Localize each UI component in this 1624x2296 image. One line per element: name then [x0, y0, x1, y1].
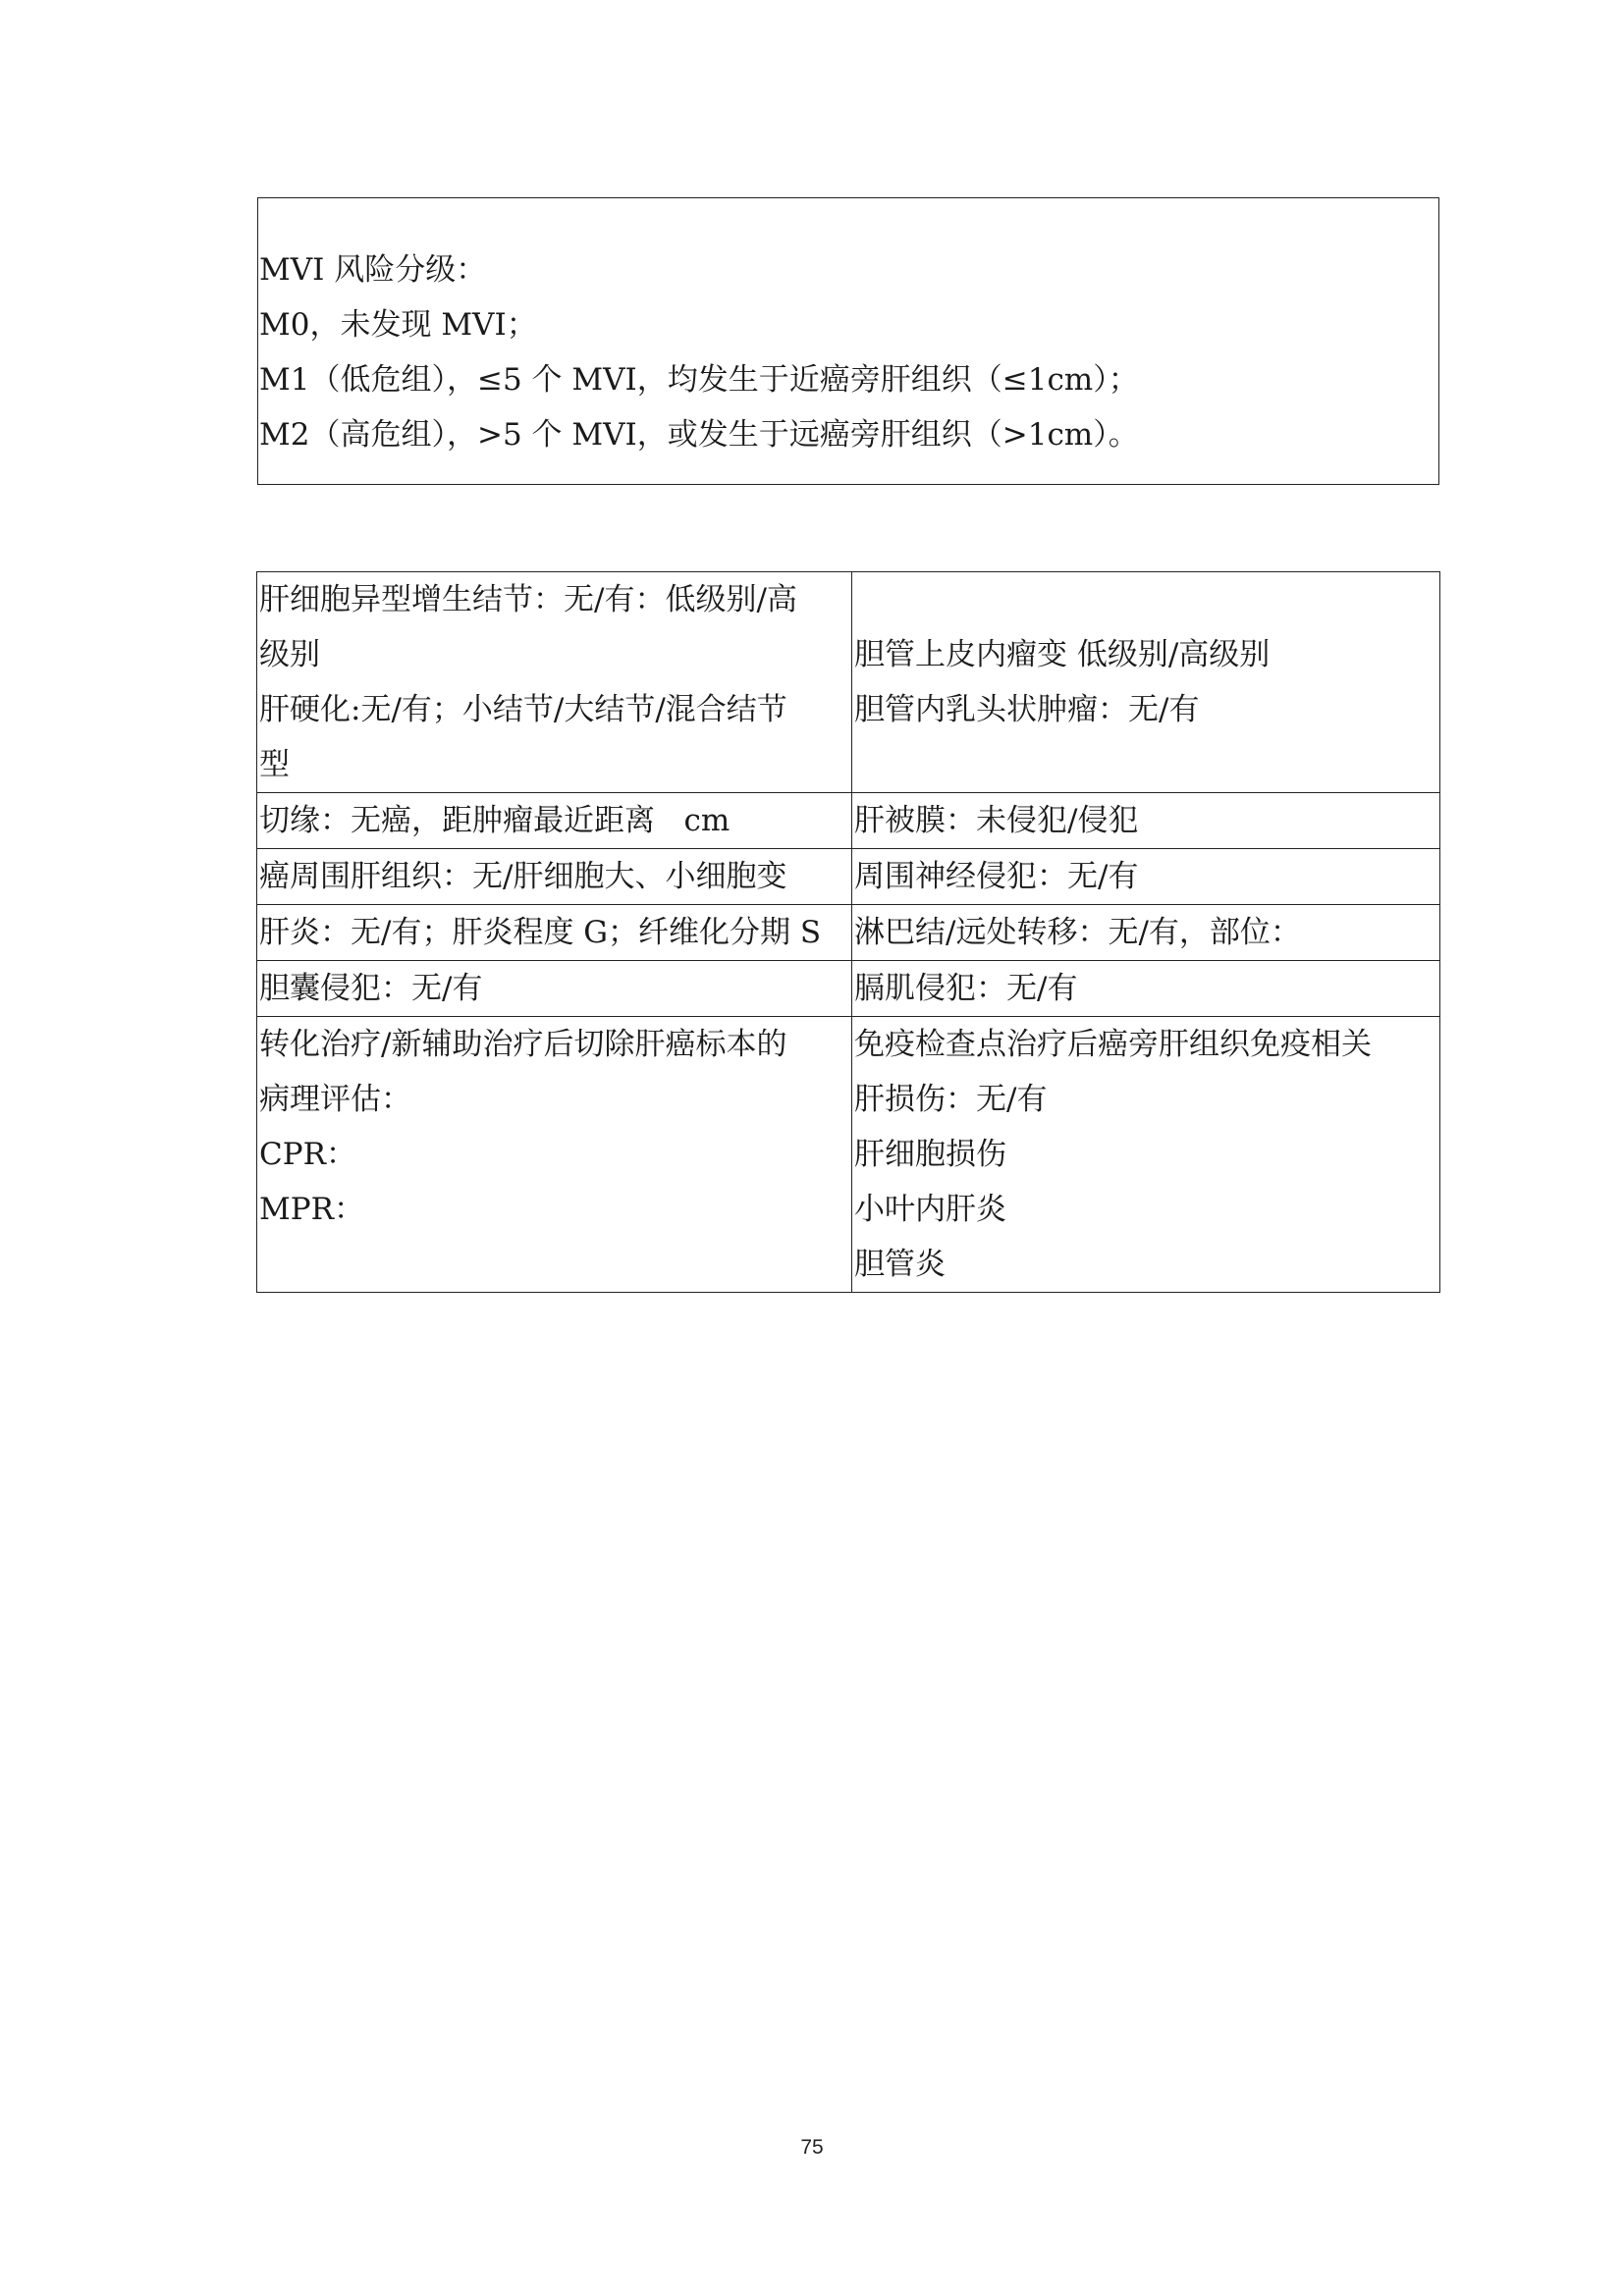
cell-line: 免疫检查点治疗后癌旁肝组织免疫相关 [854, 1027, 1372, 1062]
post-treatment-eval-cell [257, 1017, 852, 1293]
table-row [257, 849, 1440, 905]
cell-line: 胆管上皮内瘤变 低级别/高级别 [854, 637, 1271, 672]
margin-cell: 切缘：无癌，距肿瘤最近距离 cm [257, 793, 852, 849]
cell-line: 肝细胞损伤 [854, 1137, 1006, 1172]
table-row [257, 1017, 1440, 1293]
perineural-invasion-cell: 周围神经侵犯：无/有 [852, 849, 1440, 905]
cell-line: 级别 [259, 637, 320, 672]
table-row [257, 905, 1440, 961]
cell-line: 肝细胞异型增生结节：无/有：低级别/高 [259, 582, 797, 617]
table-row [257, 793, 1440, 849]
gallbladder-invasion-cell: 胆囊侵犯：无/有 [257, 961, 852, 1017]
cell-line: 病理评估： [259, 1082, 411, 1117]
mvi-m1: M1（低危组），≤5 个 MVI，均发生于近癌旁肝组织（≤1cm）； [259, 362, 1139, 398]
mvi-risk-box [257, 197, 1439, 485]
peritumoral-liver-cell: 癌周围肝组织：无/肝细胞大、小细胞变 [257, 849, 852, 905]
cell-line: CPR： [259, 1137, 356, 1172]
capsule-cell: 肝被膜：未侵犯/侵犯 [852, 793, 1440, 849]
cell-line: MPR： [259, 1192, 364, 1227]
mvi-title: MVI 风险分级： [259, 252, 487, 288]
bile-duct-neoplasia-cell [852, 572, 1440, 793]
hepatitis-cell: 肝炎：无/有；肝炎程度 G；纤维化分期 S [257, 905, 852, 961]
cell-line: 胆管炎 [854, 1247, 946, 1282]
mvi-m2: M2（高危组），>5 个 MVI，或发生于远癌旁肝组织（>1cm）。 [259, 417, 1139, 453]
table-row [257, 961, 1440, 1017]
immune-liver-injury-cell [852, 1017, 1440, 1293]
diaphragm-invasion-cell: 膈肌侵犯：无/有 [852, 961, 1440, 1017]
cell-line: 小叶内肝炎 [854, 1192, 1006, 1227]
cell-line: 型 [259, 747, 290, 782]
pathology-table [256, 571, 1440, 1293]
cell-line: 肝损伤：无/有 [854, 1082, 1048, 1117]
cell-line: 胆管内乳头状肿瘤：无/有 [854, 692, 1200, 727]
page-number: 75 [800, 2136, 824, 2159]
cell-line: 肝硬化:无/有；小结节/大结节/混合结节 [259, 692, 787, 727]
dysplastic-nodule-cell [257, 572, 852, 793]
cell-line [854, 572, 1439, 627]
cell-line: 转化治疗/新辅助治疗后切除肝癌标本的 [259, 1027, 787, 1062]
mvi-m0: M0，未发现 MVI； [259, 307, 537, 343]
metastasis-cell: 淋巴结/远处转移：无/有，部位： [852, 905, 1440, 961]
table-row [257, 572, 1440, 793]
